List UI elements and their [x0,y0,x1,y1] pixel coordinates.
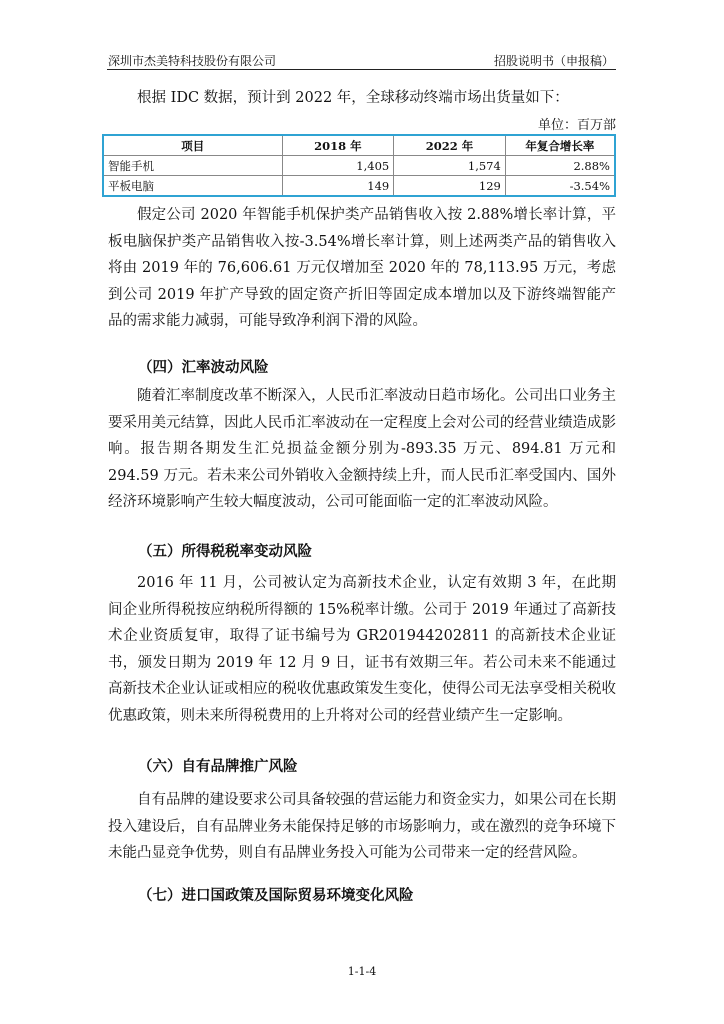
page-number: 1-1-4 [347,965,377,978]
table-header-row [103,135,615,156]
section-heading-4: （四）汇率波动风险 [138,359,269,376]
paragraph-exchange-rate: 随着汇率制度改革不断深入，人民币汇率波动日趋市场化。公司出口业务主要采用美元结算，因此人民币汇率波动在一定程度上会对公司的经营业绩造成影响。报告期各期发生汇兑损益金额分别为-893.35 万元、894.81 万元和 294.59 万元。若未来公司外销收入金额持续上升，而人民币汇率受国内、国外经济环境影响产生较大幅度波动，公司可能面临一定的汇率波动风险。 [108,388,616,510]
paragraph-growth-assumption: 假定公司 2020 年智能手机保护类产品销售收入按 2.88%增长率计算，平板电脑保护类产品销售收入按-3.54%增长率计算，则上述两类产品的销售收入将由 2019 年的 76,606.61 万元仅增加至 2020 年的 78,113.95 万元，考虑到公司 2019 年扩产导致的固定资产折旧等固定成本增加以及下游终端智能产品的需求能力减弱，可能导致净利润下滑的风险。 [108,207,616,329]
table-row [103,156,615,176]
table-cell: 平板电脑 [103,176,282,197]
table-cell: 智能手机 [103,156,282,176]
column-header: 2022 年 [394,135,506,156]
section-heading-5: （五）所得税税率变动风险 [138,543,312,560]
paragraph-own-brand: 自有品牌的建设要求公司具备较强的营运能力和资金实力，如果公司在长期投入建设后，自有品牌业务未能保持足够的市场影响力，或在激烈的竞争环境下未能凸显竞争优势，则自有品牌业务投入可能为公司带来一定的经营风险。 [108,792,616,861]
table-cell: 1,574 [394,156,506,176]
header-document-title: 招股说明书（申报稿） [493,54,614,68]
section-heading-6: （六）自有品牌推广风险 [138,758,298,775]
column-header: 2018 年 [282,135,394,156]
table-cell: 1,405 [282,156,394,176]
table-cell: -3.54% [505,176,615,197]
header-company: 深圳市杰美特科技股份有限公司 [108,54,277,68]
table-unit: 单位：百万部 [537,118,616,133]
table-cell: 129 [394,176,506,197]
intro-paragraph: 根据 IDC 数据，预计到 2022 年，全球移动终端市场出货量如下： [137,90,569,106]
table-cell: 149 [282,176,394,197]
section-heading-7: （七）进口国政策及国际贸易环境变化风险 [138,887,414,904]
paragraph-income-tax: 2016 年 11 月，公司被认定为高新技术企业，认定有效期 3 年，在此期间企业所得税按应纳税所得额的 15%税率计缴。公司于 2019 年通过了高新技术企业资质复审，取得了证书编号为 GR201944202811 的高新技术企业证书，颁发日期为 2019 年 12 月 9 日，证书有效期三年。若公司未来不能通过高新技术企业认证或相应的税收优惠政策发生变化，使得公司无法享受相关税收优惠政策，则未来所得税费用的上升将对公司的经营业绩产生一定影响。 [108,575,616,724]
table-row [103,176,615,197]
shipment-table [102,134,616,197]
column-header: 项目 [103,135,282,156]
column-header: 年复合增长率 [505,135,615,156]
table-cell: 2.88% [505,156,615,176]
header-divider [107,69,616,70]
